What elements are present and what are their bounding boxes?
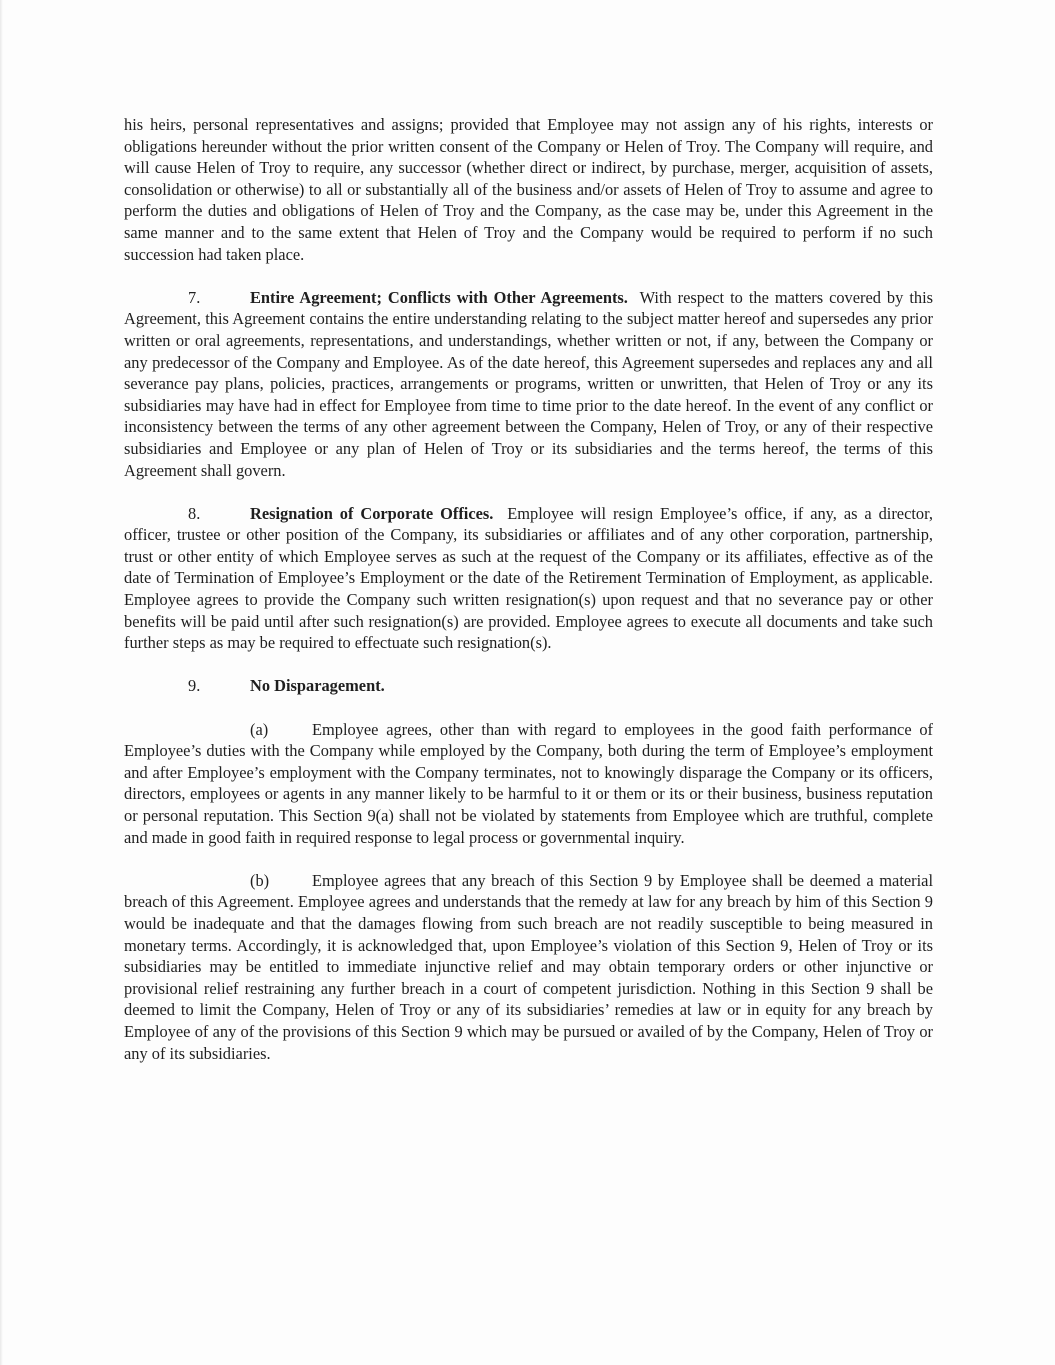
document-body — [124, 114, 933, 1086]
section-7-heading: Entire Agreement; Conflicts with Other Agreements. — [250, 287, 628, 307]
section-7 — [124, 287, 933, 481]
section-9b-label: (b) — [250, 870, 270, 890]
section-7-number: 7. — [188, 287, 201, 307]
continuation-paragraph: his heirs, personal representatives and assigns; provided that Employee may not assign any of his rights, interests or obligations hereunder without the prior written consent of the Company or Helen of Troy. The Company will require, and will cause Helen of Troy to require, any successor (whether direct or indirect, by purchase, merger, acquisition of assets, consolidation or otherwise) to all or substantially all of the business and/or assets of Helen of Troy to assume and agree to perform the duties and obligations of Helen of Troy and the Company, as the case may be, under this Agreement in the same manner and to the same extent that Helen of Troy and the Company would be required to perform if no such succession had taken place. — [124, 115, 933, 264]
section-8-number: 8. — [188, 503, 201, 523]
section-7-body: With respect to the matters covered by this Agreement, this Agreement contains the entire understanding relating to the subject matter hereof and supersedes any prior written or oral agreements, representations, and understandings, whether written or not, if any, between the Company or any predecessor of the Company and Employee. As of the date hereof, this Agreement supersedes and replaces any and all severance pay plans, policies, practices, arrangements or programs, written or unwritten, that Helen of Troy or any its subsidiaries may have had in effect for Employee from time to time prior to the date hereof. In the event of any conflict or inconsistency between the terms of any other agreement between the Company, Helen of Troy, or any of their respective subsidiaries and Employee or any plan of Helen of Troy or its subsidiaries and the terms hereof, the terms of this Agreement shall govern. — [124, 287, 933, 480]
section-9-number: 9. — [188, 676, 201, 696]
section-9 — [124, 675, 933, 697]
section-8 — [124, 503, 933, 654]
section-8-heading: Resignation of Corporate Offices. — [250, 503, 494, 523]
section-9-heading: No Disparagement. — [250, 676, 385, 696]
section-9a — [124, 719, 933, 849]
section-9b — [124, 870, 933, 1064]
section-9b-body: Employee agrees that any breach of this Section 9 by Employee shall be deemed a material breach of this Agreement. Employee agrees and understands that the remedy at law for any breach by him of this Section 9 would be inadequate and that the damages flowing from such breach are not readily susceptible to being measured in monetary terms. Accordingly, it is acknowledged that, upon Employee’s violation of this Section 9, Helen of Troy or its subsidiaries may be entitled to immediate injunctive relief and may obtain temporary orders or other injunctive or provisional relief restraining any further breach in a court of competent jurisdiction. Nothing in this Section 9 shall be deemed to limit the Company, Helen of Troy or any of its subsidiaries’ remedies at law or in equity for any breach by Employee of any of the provisions of this Section 9 which may be pursued or availed of by the Company, Helen of Troy or any of its subsidiaries. — [124, 870, 933, 1063]
section-9a-label: (a) — [250, 719, 269, 739]
section-9a-body: Employee agrees, other than with regard to employees in the good faith performance of Employee’s duties with the Company while employed by the Company, both during the term of Employee’s employment and after Employee’s employment with the Company terminates, not to knowingly disparage the Company or its officers, directors, employees or agents in any manner likely to be harmful to it or them or its or their business, business reputation or personal reputation. This Section 9(a) shall not be violated by statements from Employee which are truthful, complete and made in good faith in required response to legal process or governmental inquiry. — [124, 719, 933, 847]
section-8-body: Employee will resign Employee’s office, if any, as a director, officer, trustee or other position of the Company, its subsidiaries or affiliates and of any other corporation, partnership, trust or other entity of which Employee serves as such at the request of the Company or its affiliates, effective as of the date of Termination of Employee’s Employment or the date of the Retirement Termination of Employment, as applicable. Employee agrees to provide the Company such written resignation(s) upon request and that no severance pay or other benefits will be paid until after such resignation(s) are provided. Employee agrees to execute all documents and take such further steps as may be required to effectuate such resignation(s). — [124, 503, 933, 653]
scan-edge-shadow — [0, 0, 3, 1365]
